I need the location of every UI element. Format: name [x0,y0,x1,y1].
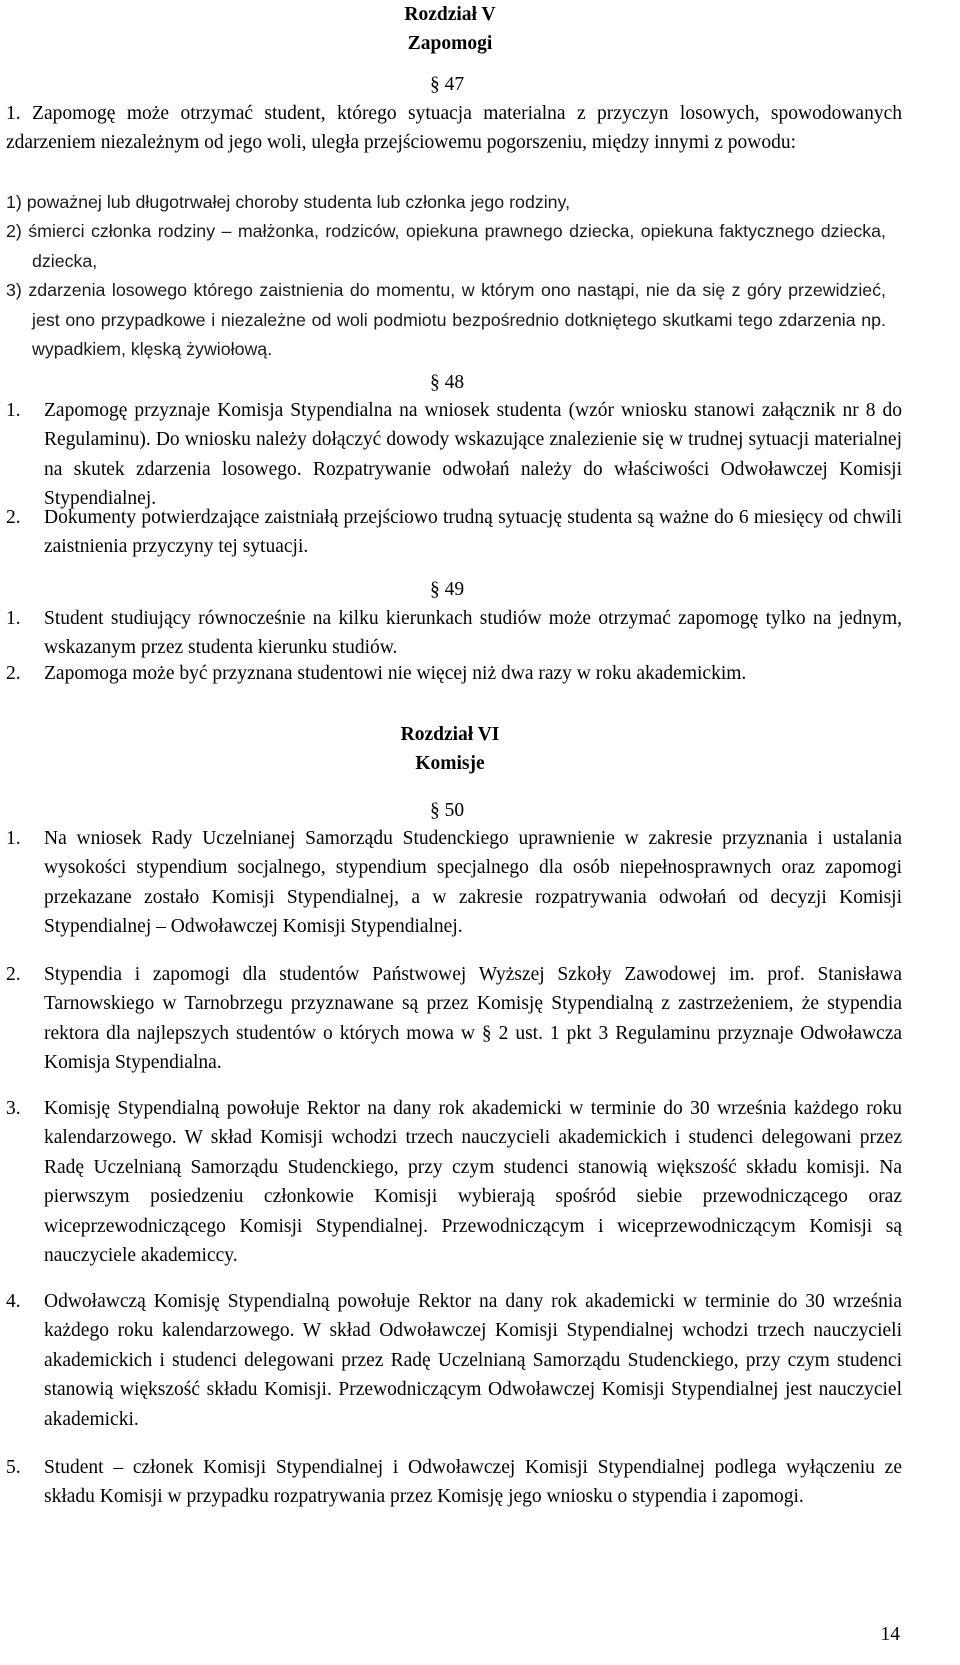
section-intro [6,99,902,158]
points-list [6,188,886,364]
list-item [6,1287,902,1434]
list-item: 2) śmierci członka rodziny – małżonka, rodziców, opiekuna prawnego dziecka, opiekuna faktycznego dziecka, dziecka, [6,221,886,271]
page-number: 14 [880,1624,900,1645]
item-text: Komisję Stypendialną powołuje Rektor na dany rok akademicki w terminie do 30 września każdego roku kalendarzowego. W skład Komisji wchodzi trzech nauczycieli akademickich i studenci delegowani przez Radę Uczelnianą Samorządu Studenckiego, przy czym studenci stanowią większość składu komisji. Na pierwszym posiedzeniu członkowie Komisji wybierają spośród siebie przewodniczącego oraz wiceprzewodniczącego Komisji Stypendialnej. Przewodniczącym i wiceprzewodniczącym Komisji są nauczyciele akademiccy. [44,1098,902,1267]
item-number: 4. [6,1291,21,1312]
chapter-title: Rozdział V [404,4,496,25]
list-item: 3) zdarzenia losowego którego zaistnienia do momentu, w którym ono nastąpi, nie da się z góry przewidzieć, jest ono przypadkowe i niezależne od woli podmiotu bezpośrednio dotkniętego skutkami tego zdarzenia np. wypadkiem, klęską żywiołową. [6,280,886,360]
paragraph-text: 1. Zapomogę może otrzymać student, którego sytuacja materialna z przyczyn losowych, spowodowanych zdarzeniem niezależnym od jego woli, uległa przejściowemu pogorszeniu, między innymi z powodu: [6,103,902,154]
list-item: 1) poważnej lub długotrwałej choroby studenta lub członka jego rodziny, [6,192,571,212]
list-item [6,1094,902,1270]
chapter-heading [400,0,500,59]
chapter-subtitle: Zapomogi [407,33,493,55]
item-text: Dokumenty potwierdzające zaistniałą przejściowo trudną sytuację studenta są ważne do 6 miesięcy od chwili zaistnienia przyczyny tej sytuacji. [44,507,902,558]
list-item [6,503,902,562]
chapter-subtitle: Komisje [415,753,485,775]
item-number: 1. [6,608,21,629]
item-number: 1. [6,828,21,849]
section-mark: § 47 [430,74,465,95]
item-number: 5. [6,1457,21,1478]
list-item [6,824,902,942]
item-text: Student studiujący równocześnie na kilku kierunkach studiów może otrzymać zapomogę tylko na jednym, wskazanym przez studenta kierunku studiów. [44,608,902,659]
section-mark: § 48 [430,372,465,393]
item-text: Stypendia i zapomogi dla studentów Państwowej Wyższej Szkoły Zawodowej im. prof. Stanisława Tarnowskiego w Tarnobrzegu przyznawane są przez Komisję Stypendialną z zastrzeżeniem, że stypendia rektora dla najlepszych studentów o których mowa w § 2 ust. 1 pkt 3 Regulaminu przyznaje Odwoławcza Komisja Stypendialna. [44,964,902,1074]
item-text: Zapomoga może być przyznana studentowi nie więcej niż dwa razy w roku akademickim. [44,663,747,684]
item-text: Odwoławczą Komisję Stypendialną powołuje Rektor na dany rok akademicki w terminie do 30 września każdego roku kalendarzowego. W skład Odwoławczej Komisji Stypendialnej wchodzi trzech nauczycieli akademickich i studenci delegowani przez Radę Uczelnianą Samorządu Studenckiego, przy czym studenci stanowią większość składu Komisji. Przewodniczącym Odwoławczej Komisji Stypendialnej jest nauczyciel akademicki. [44,1291,902,1430]
item-number: 3. [6,1098,21,1119]
chapter-title: Rozdział VI [400,724,500,745]
list-item [6,960,902,1078]
section-mark: § 49 [430,579,465,600]
item-text: Zapomogę przyznaje Komisja Stypendialna na wniosek studenta (wzór wniosku stanowi załącznik nr 8 do Regulaminu). Do wniosku należy dołączyć dowody wskazujące znalezienie się w trudnej sytuacji materialnej na skutek zdarzenia losowego. Rozpatrywanie odwołań należy do właściwości Odwoławczej Komisji Stypendialnej. [44,400,902,510]
list-item [6,604,902,663]
item-number: 2. [6,964,21,985]
item-number: 1. [6,400,21,421]
item-number: 2. [6,507,21,528]
chapter-heading [400,720,500,779]
item-text: Student – członek Komisji Stypendialnej i Odwoławczej Komisji Stypendialnej podlega wyłączeniu ze składu Komisji w przypadku rozpatrywania przez Komisję jego wniosku o stypendia i zapomogi. [44,1457,902,1508]
list-item [6,1453,902,1512]
item-number: 2. [6,663,21,684]
list-item [6,659,902,688]
section-mark: § 50 [430,800,465,821]
list-item [6,396,902,514]
item-text: Na wniosek Rady Uczelnianej Samorządu Studenckiego uprawnienie w zakresie przyznania i ustalania wysokości stypendium socjalnego, stypendium specjalnego dla osób niepełnosprawnych oraz zapomogi przekazane zostało Komisji Stypendialnej, a w zakresie rozpatrywania odwołań od decyzji Komisji Stypendialnej – Odwoławczej Komisji Stypendialnej. [44,828,902,938]
